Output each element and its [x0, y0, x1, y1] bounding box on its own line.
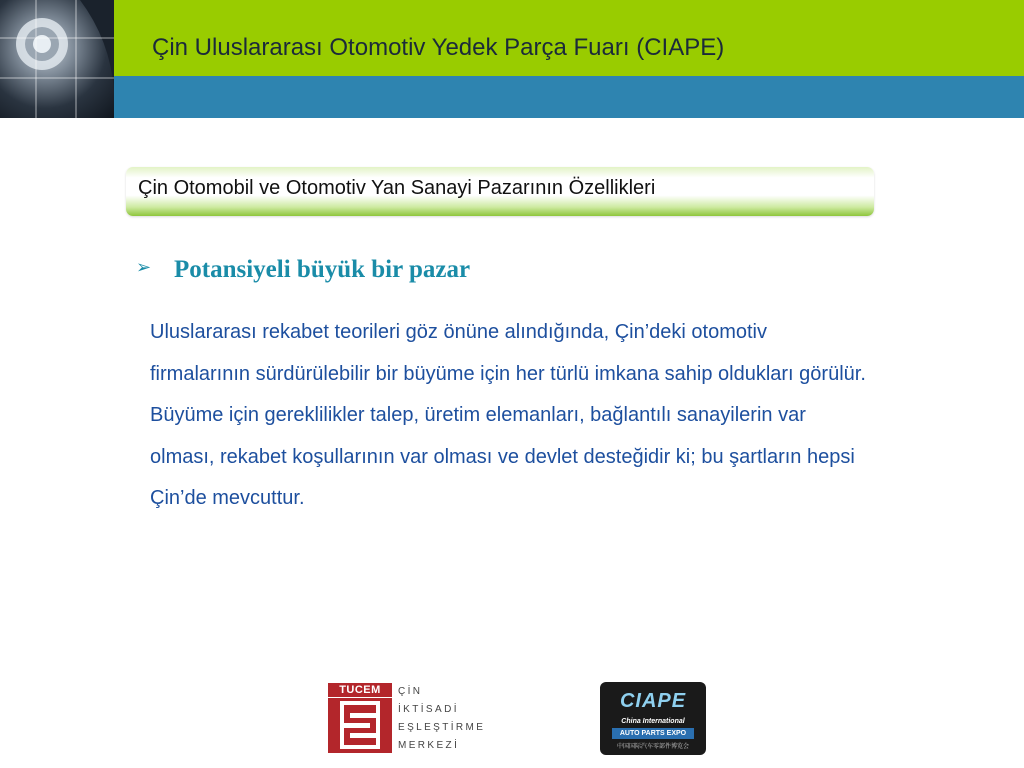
slide-title: Çin Uluslararası Otomotiv Yedek Parça Fuarı (CIAPE) — [152, 34, 725, 61]
ciape-logo — [600, 682, 706, 755]
body-paragraph: Uluslararası rekabet teorileri göz önüne alındığında, Çin’deki otomotiv firmalarının sürdürülebilir bir büyüme için her türlü imkana sahip oldukları görülür. Büyüme için gereklilikler talep, üretim elemanları, bağlantılı sanayilerin var olması, rekabet koşullarının var olması ve devlet desteğidir ki; bu şartların hepsi Çin’de mevcuttur. — [150, 321, 866, 509]
tucem-logo-tag: TUCEM — [328, 683, 392, 698]
tucem-wordmark — [398, 683, 498, 755]
ciape-chinese-text: 中国国际汽车零部件博览会 — [616, 744, 689, 750]
tucem-logo — [328, 683, 392, 753]
header-car-photo — [0, 0, 114, 118]
tucem-emblem-icon — [328, 697, 392, 753]
bullet-heading: Potansiyeli büyük bir pazar — [174, 256, 471, 283]
ciape-brand: CIAPE — [619, 690, 687, 712]
ciape-subtitle: China International — [621, 718, 685, 725]
section-heading-box — [126, 167, 874, 216]
tucem-line: ÇİN — [398, 686, 423, 697]
tucem-line: İKTİSADİ — [398, 704, 459, 715]
header-blue-bar — [114, 76, 1024, 118]
section-heading: Çin Otomobil ve Otomotiv Yan Sanayi Pazarının Özellikleri — [138, 177, 656, 199]
tucem-line: EŞLEŞTİRME — [398, 722, 486, 733]
tucem-line: MERKEZİ — [398, 740, 460, 751]
headlight-image — [0, 0, 114, 118]
arrow-bullet-icon: ➢ — [136, 257, 152, 277]
ciape-band: AUTO PARTS EXPO — [612, 728, 694, 739]
